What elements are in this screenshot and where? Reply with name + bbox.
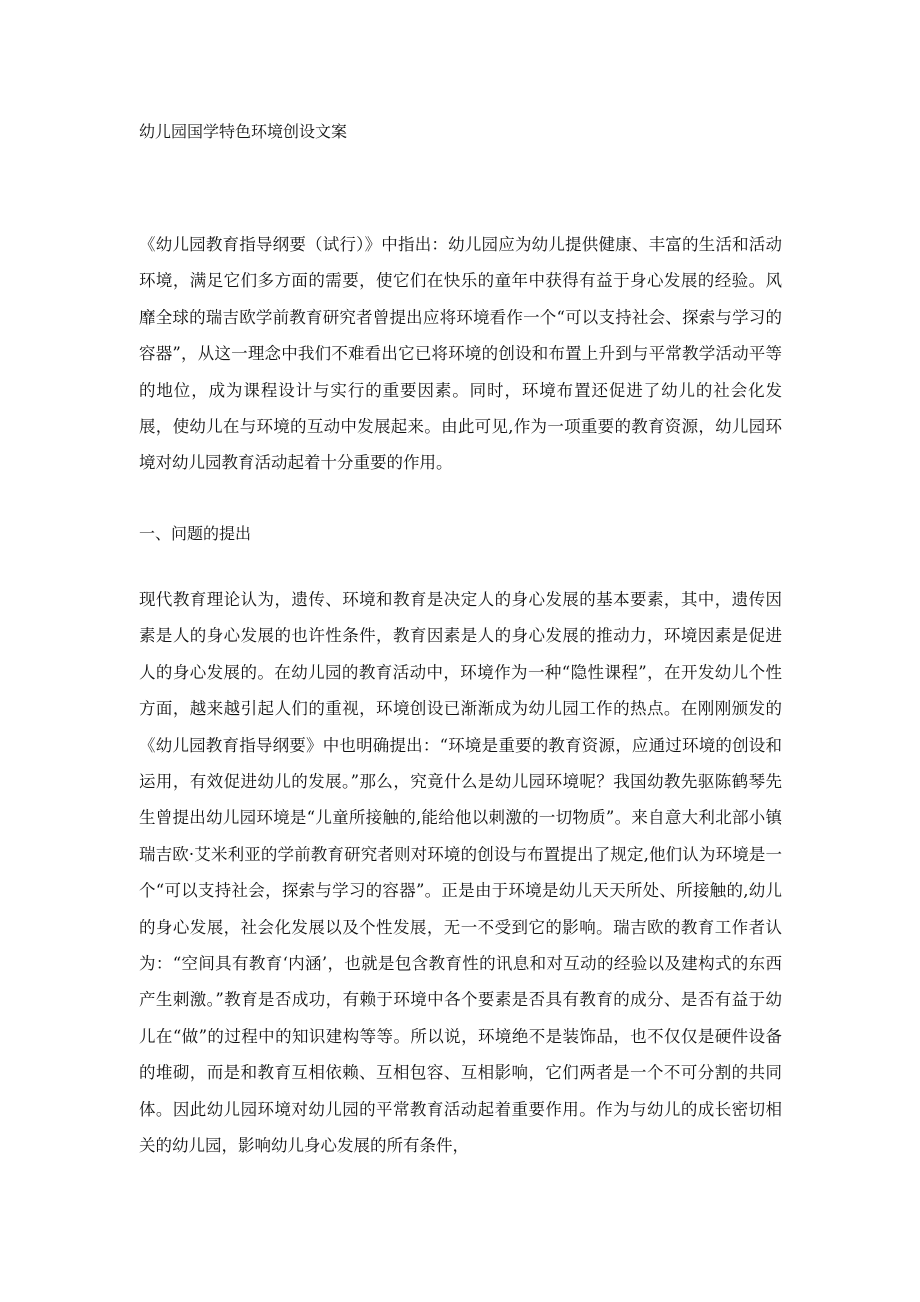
section-heading: 一、问题的提出 (139, 524, 252, 543)
section-body-paragraph: 现代教育理论认为，遗传、环境和教育是决定人的身心发展的基本要素，其中，遗传因素是人的身心发展的也许性条件，教育因素是人的身心发展的推动力，环境因素是促进人的身心发展的。在幼儿园的教育活动中，环境作为一种“隐性课程”，在开发幼儿个性方面，越来越引起人们的重视，环境创设已渐渐成为幼儿园工作的热点。在刚刚颁发的《幼儿园教育指导纲要》中也明确提出：“环境是重要的教育资源，应通过环境的创设和运用，有效促进幼儿的发展。”那么，究竟什么是幼儿园环境呢？我国幼教先驱陈鹤琴先生曾提出幼儿园环境是“儿童所接触的,能给他以刺激的一切物质”。来自意大利北部小镇瑞吉欧·艾米利亚的学前教育研究者则对环境的创设与布置提出了规定,他们认为环境是一个“可以支持社会，探索与学习的容器”。正是由于环境是幼儿天天所处、所接触的,幼儿的身心发展，社会化发展以及个性发展，无一不受到它的影响。瑞吉欧的教育工作者认为：“空间具有教育‘内涵’，也就是包含教育性的讯息和对互动的经验以及建构式的东西产生刺激。”教育是否成功，有赖于环境中各个要素是否具有教育的成分、是否有益于幼儿在“做”的过程中的知识建构等等。所以说，环境绝不是装饰品，也不仅仅是硬件设备的堆砌，而是和教育互相依赖、互相包容、互相影响，它们两者是一个不可分割的共同体。因此幼儿园环境对幼儿园的平常教育活动起着重要作用。作为与幼儿的成长密切相关的幼儿园，影响幼儿身心发展的所有条件， (139, 590, 782, 1156)
document-title: 幼儿园国学特色环境创设文案 (139, 122, 348, 141)
intro-paragraph: 《幼儿园教育指导纲要（试行）》中指出：幼儿园应为幼儿提供健康、丰富的生活和活动环境，满足它们多方面的需要，使它们在快乐的童年中获得有益于身心发展的经验。风靡全球的瑞吉欧学前教育研究者曾提出应将环境看作一个“可以支持社会、探索与学习的容器”，从这一理念中我们不难看出它已将环境的创设和布置上升到与平常教学活动平等的地位，成为课程设计与实行的重要因素。同时，环境布置还促进了幼儿的社会化发展，使幼儿在与环境的互动中发展起来。由此可见,作为一项重要的教育资源，幼儿园环境对幼儿园教育活动起着十分重要的作用。 (139, 235, 782, 473)
